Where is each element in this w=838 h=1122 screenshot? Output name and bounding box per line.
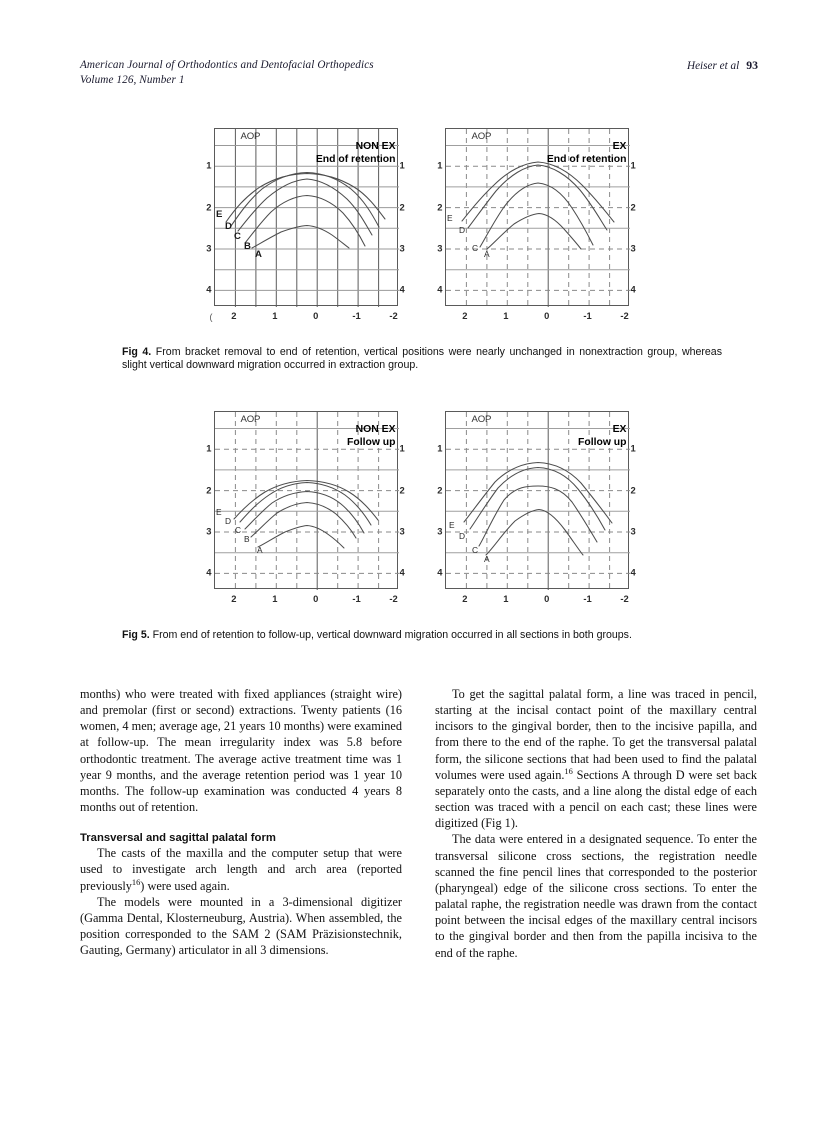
curve-B (245, 196, 365, 247)
y-axis-labels-left: 1 2 3 4 (206, 442, 212, 578)
y-axis-labels-right: 1 2 3 4 (630, 442, 636, 578)
curve-E (226, 174, 385, 223)
svg-text:A: A (256, 545, 263, 555)
svg-text:D: D (224, 221, 232, 232)
origin-tick-mark: ( (209, 312, 213, 322)
paragraph-casts-text-b: ) were used again. (140, 878, 230, 893)
paragraph-casts-text-a: The casts of the maxilla and the computer setup that were used to investigate arch length and arch area (reported previously (80, 846, 402, 893)
svg-text:C: C (234, 525, 241, 535)
section-labels (216, 209, 262, 260)
svg-text:E: E (215, 209, 222, 220)
right-column (435, 686, 757, 961)
figure-5-charts (80, 405, 758, 617)
paragraph-continuation: months) who were treated with fixed appliances (straight wire) and premolar (first or second) extractions. Twenty patients (16 women, 4 men; average age, 21 years 10 months) were examined at follow-up. The mean irregularity index was 5.8 before orthodontic treatment. The average active treatment time was 1 year 9 months, and the average retention period was 1 year 10 months. The follow-up examination was conducted 4 years 8 months out of retention. (80, 687, 402, 815)
journal-volume: Volume 126, Number 1 (80, 73, 185, 86)
svg-text:D: D (224, 516, 231, 526)
curve-D (240, 483, 371, 526)
curve-E (464, 463, 612, 524)
x-axis-labels: 2 1 0 -1 -2 (231, 593, 398, 604)
panel-stage-label: End of retention (546, 154, 627, 166)
panel-title (578, 423, 626, 449)
y-axis-labels-left: 1 2 3 4 (437, 442, 443, 578)
figure-4-caption (80, 346, 758, 373)
running-head-journal-block (80, 58, 374, 87)
svg-text:A: A (483, 249, 490, 259)
y-axis-labels-left: 1 2 3 4 (206, 159, 212, 295)
curve-D (231, 173, 379, 228)
svg-text:A: A (483, 554, 490, 564)
curve-A (487, 214, 581, 250)
aop-label: AOP (240, 414, 261, 425)
panel-stage-label: Follow up (578, 437, 627, 449)
chart-panel-nonex-end-of-retention (196, 122, 412, 334)
curve-C (479, 486, 597, 546)
svg-text:A: A (254, 249, 262, 260)
panel-group-label: EX (612, 141, 627, 152)
panel-title (316, 140, 396, 166)
chart-panel-nonex-follow-up (196, 405, 412, 617)
svg-text:B: B (243, 534, 250, 544)
figure-5-caption-text: From end of retention to follow-up, vertical downward migration occurred in all sections in both groups. (149, 629, 632, 641)
body-columns (80, 686, 758, 961)
paragraph-digitizer: The models were mounted in a 3-dimensional digitizer (Gamma Dental, Klosterneuburg, Austria). When assembled, the position corresponded to the SAM 2 (SAM Präzisionstechnik, Gauting, Germany) articulator in all 3 dimensions. (80, 894, 402, 958)
figure-4-caption-text: From bracket removal to end of retention, vertical positions were nearly unchanged in nonextraction group, whereas slight vertical downward migration occurred in extraction group. (122, 346, 722, 372)
figure-4 (80, 122, 758, 373)
y-axis-labels-left: 1 2 3 4 (437, 159, 443, 295)
gridlines-horizontal (215, 146, 399, 291)
running-head-authors: Heiser et al (687, 60, 740, 72)
svg-text:B: B (243, 241, 251, 252)
y-axis-labels-right: 1 2 3 4 (399, 159, 405, 295)
running-head (80, 58, 758, 87)
section-labels (447, 213, 490, 259)
paragraph-sagittal-text-b: Sections A through D were set back separately onto the casts, and a line along the distal edge of each section was traced with a pencil on each cast; these lines were digitized (Fig 1). (435, 767, 757, 831)
svg-text:D: D (458, 225, 465, 235)
curve-D (468, 165, 607, 230)
curve-C (480, 183, 593, 247)
curves (462, 162, 614, 249)
reference-marker-16: 16 (564, 766, 573, 776)
curve-E (462, 162, 614, 222)
panel-group-label: NON EX (355, 141, 396, 152)
running-head-authors-block (687, 58, 758, 74)
x-axis-labels: 2 1 0 -1 -2 (231, 310, 398, 321)
paragraph-sagittal-form (435, 686, 757, 831)
figure-4-charts (80, 122, 758, 334)
svg-text:D: D (458, 531, 465, 541)
chart-panel-ex-end-of-retention (427, 122, 643, 334)
panel-group-label: NON EX (355, 424, 396, 435)
paragraph-data-sequence: The data were entered in a designated sequence. To enter the transversal silicone cross sections, the registration needle scanned the fine pencil lines that corresponded to the posterior (pharyngeal) edge of the silicone cross sections. To enter the palatal raphe, the registration needle was drawn from the contact point between the incisal edges of the maxillary central incisors to the gingival border and then from the papilla incisiva to the end of the raphe. (435, 832, 757, 960)
panel-title (547, 140, 627, 166)
paragraph-casts (80, 845, 402, 893)
svg-text:E: E (215, 507, 222, 517)
svg-text:C: C (471, 243, 478, 253)
figure-4-label: Fig 4. (122, 346, 152, 358)
figure-5 (80, 405, 758, 642)
panel-title (347, 423, 395, 449)
reference-marker-16: 16 (131, 877, 141, 887)
svg-text:E: E (448, 520, 455, 530)
section-heading: Transversal and sagittal palatal form (80, 832, 276, 845)
y-axis-labels-right: 1 2 3 4 (630, 159, 636, 295)
figure-5-caption (80, 629, 758, 642)
figure-5-label: Fig 5. (122, 629, 150, 641)
aop-label: AOP (471, 414, 492, 425)
panel-group-label: EX (612, 424, 627, 435)
curves (464, 463, 612, 556)
aop-label: AOP (471, 131, 492, 142)
journal-name: American Journal of Orthodontics and Dentofacial Orthopedics (80, 59, 374, 71)
curve-C (245, 492, 364, 534)
page-number: 93 (746, 58, 758, 72)
panel-stage-label: End of retention (315, 154, 396, 166)
paragraph-sagittal-text-a: To get the sagittal palatal form, a line was traced in pencil, starting at the incisal contact point of the maxillary central incisors to the gingival border, then to the incisive papilla, and from there to the end of the raphe. To get the transversal palatal form, the silicone sections that had been used to find the palatal volumes were used again. (435, 687, 757, 782)
section-labels (449, 520, 490, 564)
curves (226, 173, 385, 249)
x-axis-labels: 2 1 0 -1 -2 (462, 310, 629, 321)
aop-label: AOP (240, 131, 261, 142)
x-axis-labels: 2 1 0 -1 -2 (462, 593, 629, 604)
panel-stage-label: Follow up (347, 437, 396, 449)
svg-text:C: C (471, 545, 478, 555)
curve-A (252, 226, 349, 249)
curve-A (258, 526, 344, 549)
chart-panel-ex-follow-up (427, 405, 643, 617)
curve-D (470, 468, 605, 531)
left-column (80, 686, 402, 961)
y-axis-labels-right: 1 2 3 4 (399, 442, 405, 578)
svg-text:C: C (233, 231, 241, 242)
svg-text:E: E (446, 213, 453, 223)
